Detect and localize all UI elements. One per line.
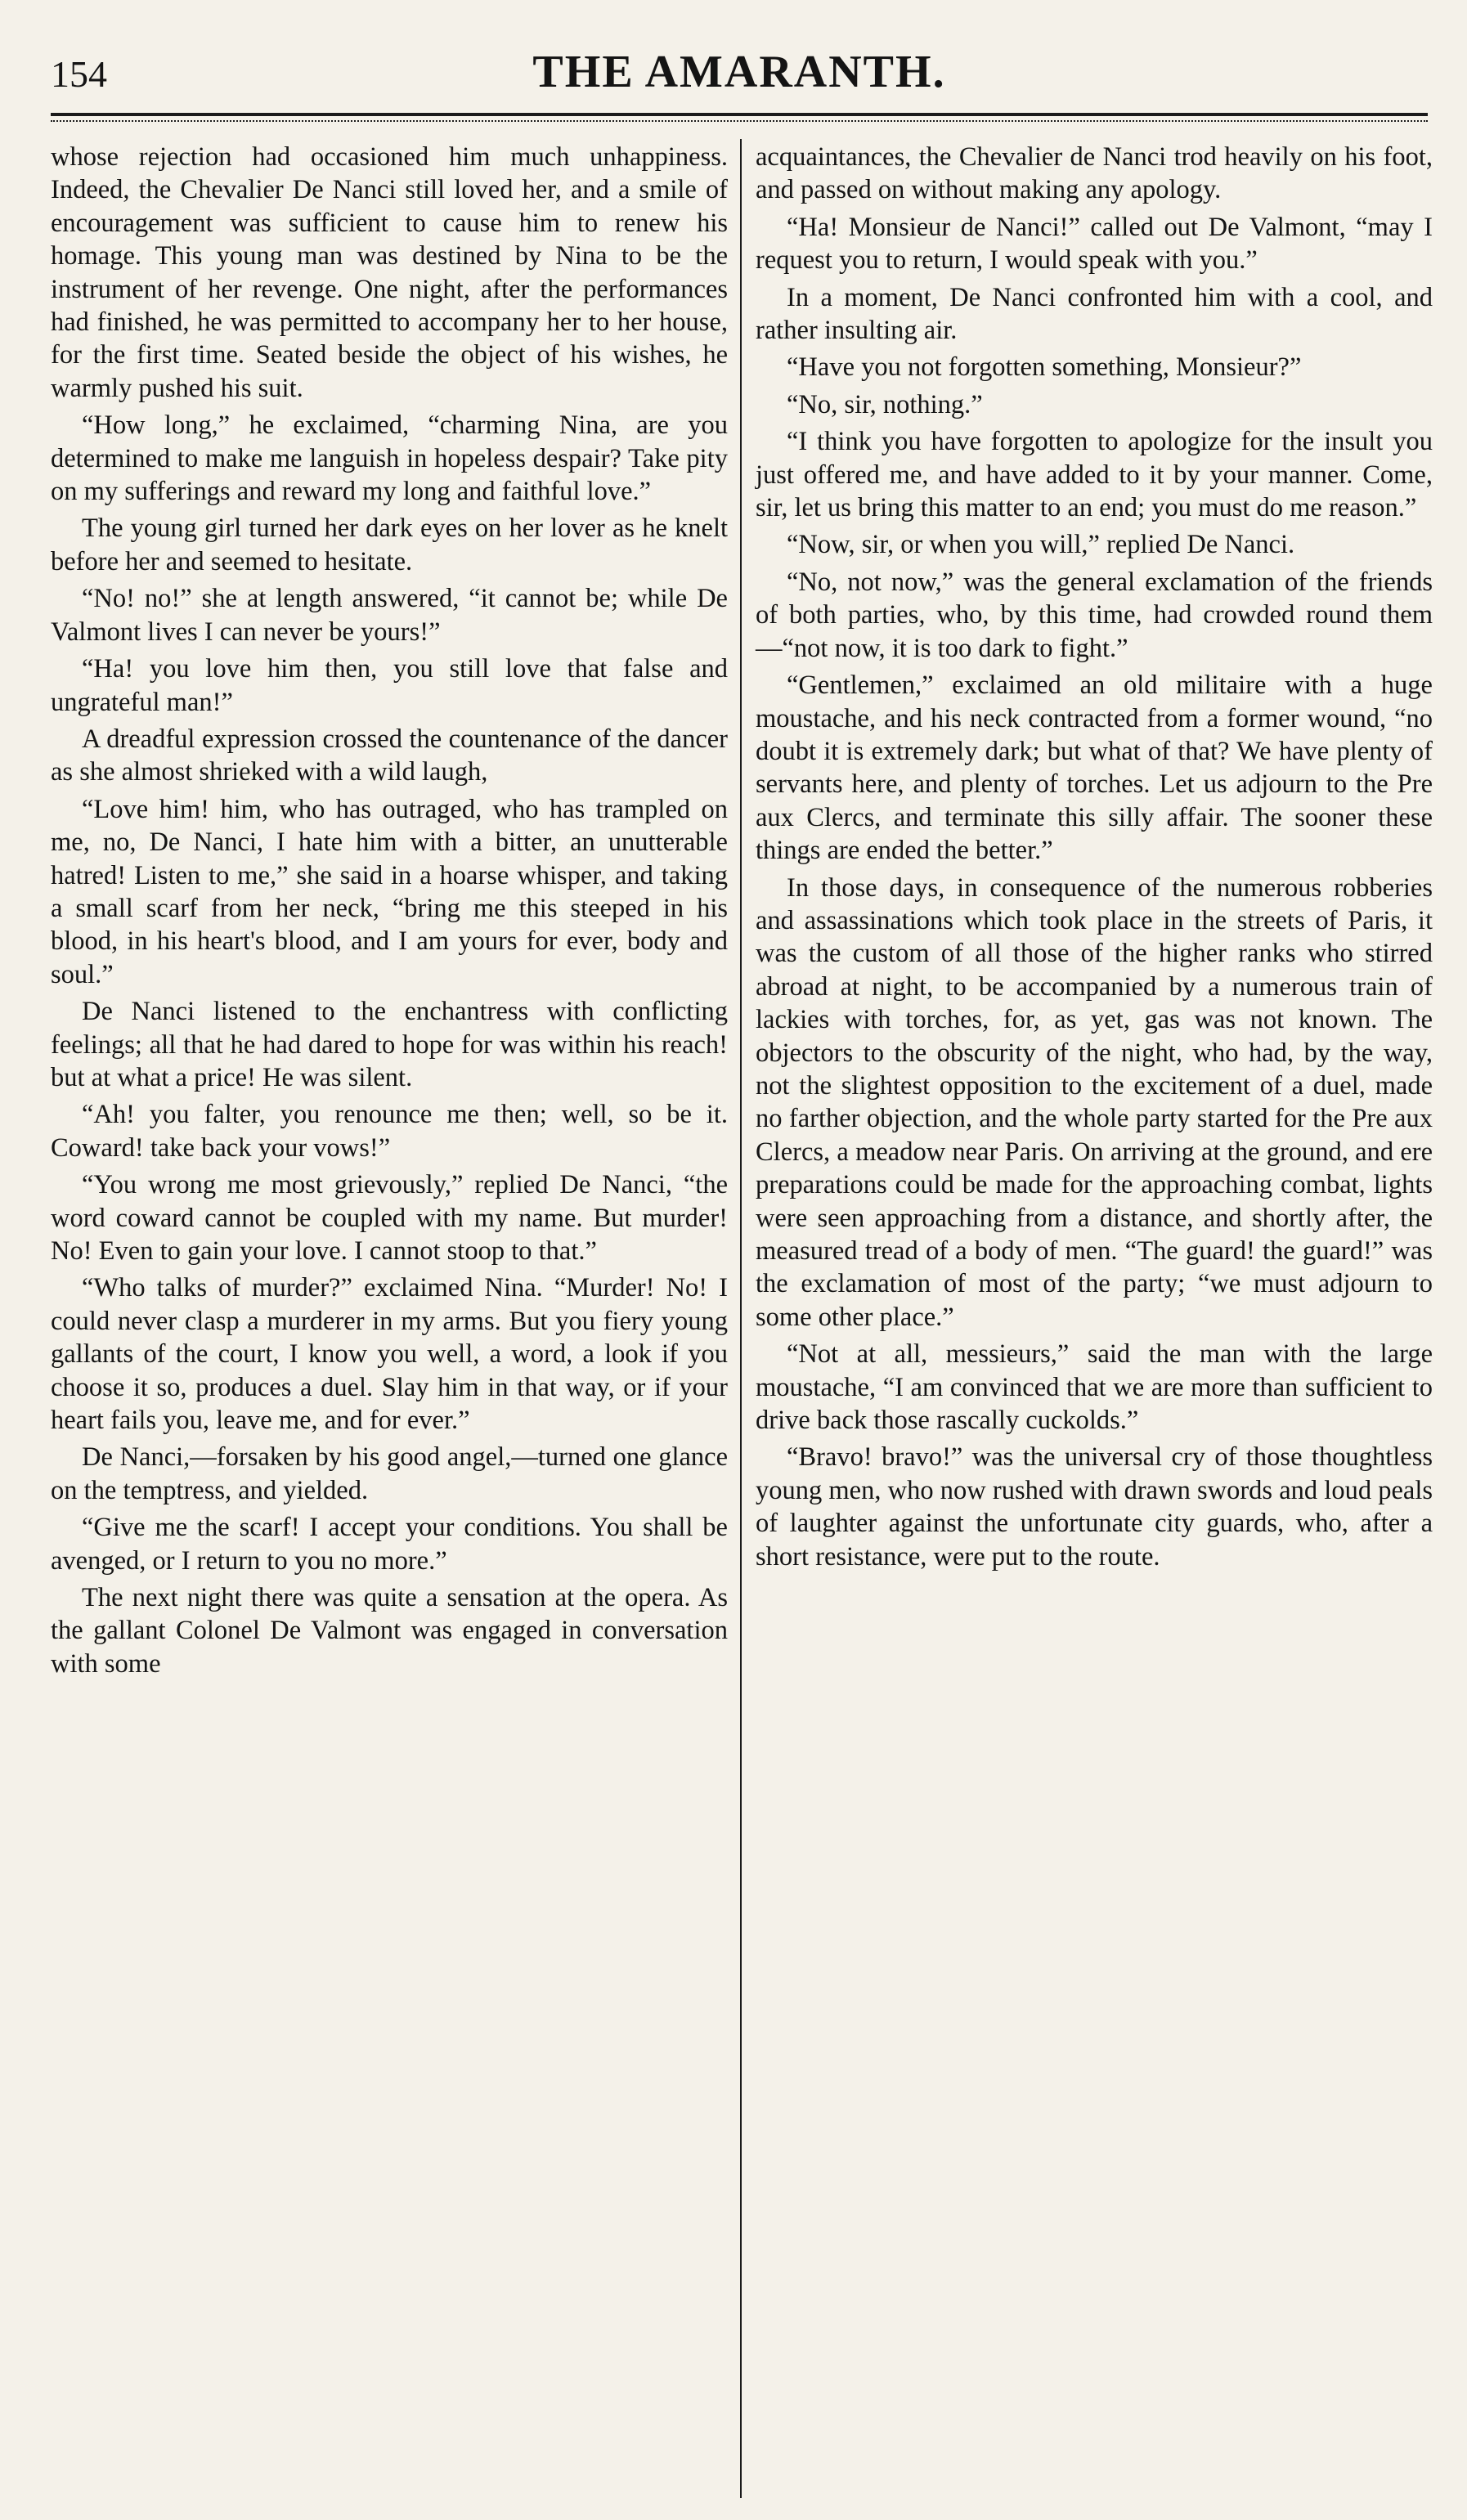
running-title: THE AMARANTH. xyxy=(532,47,946,97)
paragraph: The young girl turned her dark eyes on her lover as he knelt before her and seemed to hesitate. xyxy=(51,513,728,576)
paragraph: “Ha! Monsieur de Nanci!” called out De Valmont, “may I request you to return, I would speak with you.” xyxy=(756,212,1433,276)
left-column xyxy=(51,141,728,1684)
page-header xyxy=(51,46,1428,119)
header-dotted-rule xyxy=(51,120,1428,122)
paragraph: “Ah! you falter, you renounce me then; well, so be it. Coward! take back your vows!” xyxy=(51,1100,728,1163)
page-number: 154 xyxy=(51,53,107,95)
paragraph: acquaintances, the Chevalier de Nanci trod heavily on his foot, and passed on without making any apology. xyxy=(756,142,1433,205)
paragraph: “How long,” he exclaimed, “charming Nina, are you determined to make me languish in hopeless despair? Take pity on my sufferings and reward my long and faithful love.” xyxy=(51,410,728,507)
paragraph: “No, not now,” was the general exclamation of the friends of both parties, who, by this time, had crowded round them—“not now, it is too dark to fight.” xyxy=(756,567,1433,663)
paragraph: “Give me the scarf! I accept your conditions. You shall be avenged, or I return to you no more.” xyxy=(51,1513,728,1576)
paragraph: De Nanci listened to the enchantress with conflicting feelings; all that he had dared to hope for was within his reach! but at what a price! He was silent. xyxy=(51,997,728,1092)
paragraph: “Love him! him, who has outraged, who has trampled on me, no, De Nanci, I hate him with a bitter, an unutterable hatred! Listen to me,” she said in a hoarse whisper, and taking a small scarf from her neck, “bring me this steeped in his blood, in his heart's blood, and I am yours for ever, body and soul.” xyxy=(51,794,728,989)
paragraph: “No, sir, nothing.” xyxy=(787,389,983,419)
paragraph: “Bravo! bravo!” was the universal cry of those thoughtless young men, who now rushed with drawn swords and loud peals of laughter against the unfortunate city guards, who, after a short resistance, were put to the route. xyxy=(756,1442,1433,1572)
paragraph: In those days, in consequence of the numerous robberies and assassinations which took place in the streets of Paris, it was the custom of all those of the higher ranks who stirred abroad at night, to be accompanied by a numerous train of lackies with torches, for, as yet, gas was not known. The objectors to the obscurity of the night, who had, by the way, not the slightest opposition to the excitement of a duel, made no farther objection, and the whole party started for the Pre aux Clercs, a meadow near Paris. On arriving at the ground, and ere preparations could be made for the approaching combat, lights were seen approaching from a distance, and shortly after, the measured tread of a body of men. “The guard! the guard!” was the exclamation of most of the party; “we must adjourn to some other place.” xyxy=(756,872,1433,1332)
paragraph: “I think you have forgotten to apologize for the insult you just offered me, and have added to it by your manner. Come, sir, let us bring this matter to an end; you must do me reason.” xyxy=(756,427,1433,523)
paragraph: “No! no!” she at length answered, “it cannot be; while De Valmont lives I can never be yours!” xyxy=(51,584,728,647)
paragraph: De Nanci,—forsaken by his good angel,—turned one glance on the temptress, and yielded. xyxy=(51,1442,728,1505)
right-column xyxy=(756,141,1433,1577)
paragraph: “Gentlemen,” exclaimed an old militaire with a huge moustache, and his neck contracted from a former wound, “no doubt it is extremely dark; but what of that? We have plenty of servants here, and plenty of torches. Let us adjourn to the Pre aux Clercs, and terminate this silly affair. The sooner these things are ended the better.” xyxy=(756,670,1433,866)
column-divider xyxy=(740,139,742,2498)
paragraph: “Not at all, messieurs,” said the man with the large moustache, “I am convinced that we are more than sufficient to drive back those rascally cuckolds.” xyxy=(756,1339,1433,1436)
header-rule xyxy=(51,113,1428,116)
paragraph: “You wrong me most grievously,” replied De Nanci, “the word coward cannot be coupled with my name. But murder! No! Even to gain your love. I cannot stoop to that.” xyxy=(51,1170,728,1266)
paragraph: “Now, sir, or when you will,” replied De Nanci. xyxy=(787,530,1295,560)
paragraph: “Ha! you love him then, you still love that false and ungrateful man!” xyxy=(51,654,728,717)
paragraph: A dreadful expression crossed the countenance of the dancer as she almost shrieked with a wild laugh, xyxy=(51,724,728,787)
paragraph: The next night there was quite a sensation at the opera. As the gallant Colonel De Valmont was engaged in conversation with some xyxy=(51,1583,728,1679)
paragraph: In a moment, De Nanci confronted him with a cool, and rather insulting air. xyxy=(756,282,1433,346)
paragraph: “Who talks of murder?” exclaimed Nina. “Murder! No! I could never clasp a murderer in my arms. But you fiery young gallants of the court, I know you well, a word, a look if you choose it so, produces a duel. Slay him in that way, or if your heart fails you, leave me, and for ever.” xyxy=(51,1273,728,1436)
paragraph: “Have you not forgotten something, Monsieur?” xyxy=(787,352,1302,383)
paragraph: whose rejection had occasioned him much unhappiness. Indeed, the Chevalier De Nanci still loved her, and a smile of encouragement was sufficient to cause him to renew his homage. This young man was destined by Nina to be the instrument of her revenge. One night, after the performances had finished, he was permitted to accompany her to her house, for the first time. Seated beside the object of his wishes, he warmly pushed his suit. xyxy=(51,142,728,403)
